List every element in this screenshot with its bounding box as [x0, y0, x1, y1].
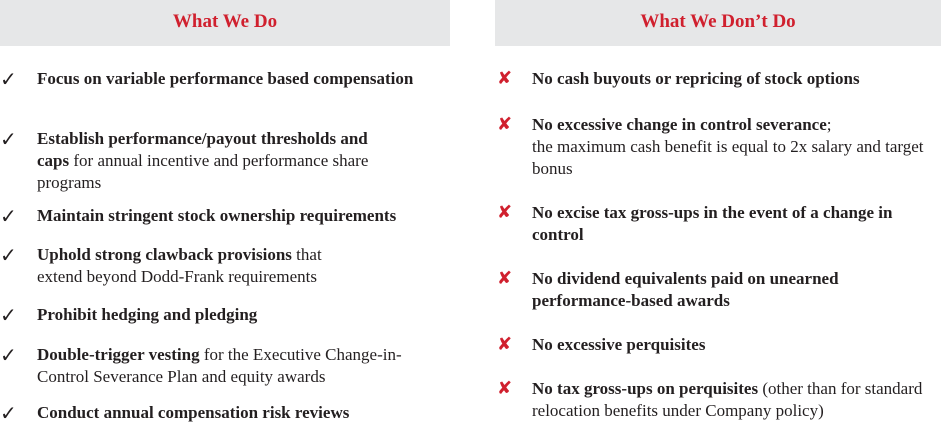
- x-mark-icon: ✘: [497, 202, 513, 223]
- checkmark-icon: ✓: [0, 303, 17, 327]
- checkmark-icon: ✓: [0, 401, 17, 425]
- x-mark-icon: ✘: [497, 68, 513, 89]
- what-we-do-header: What We Do: [0, 0, 450, 46]
- checkmark-icon: ✓: [0, 343, 17, 367]
- checkmark-icon: ✓: [0, 204, 17, 228]
- what-we-do-column: What We Do ✓ Focus on variable performance based compensation ✓ Establish performance/payout thresholds and caps for annual incentive and performance share programs ✓ Maintain stringent stock ownership requirements ✓ Uphold strong clawback provisions that extend beyond Dodd-Frank requirements ✓ Prohibit hedging and pledging ✓ Double-trigger vesting for the Executive Change-in-Control Severance Plan and equity awards ✓ Conduct annual compensation risk reviews: [0, 0, 450, 46]
- checkmark-icon: ✓: [0, 243, 17, 267]
- checkmark-icon: ✓: [0, 127, 17, 151]
- what-we-dont-do-column: What We Don’t Do ✘ No cash buyouts or repricing of stock options ✘ No excessive change in control severance; the maximum cash benefit is equal to 2x salary and target bonus ✘ No excise tax gross-ups in the event of a change in control ✘ No dividend equivalents paid on unearned performance-based awards ✘ No excessive perquisites ✘ No tax gross-ups on perquisites (other than for standard relocation benefits under Company policy): [495, 0, 941, 46]
- what-we-dont-do-header: What We Don’t Do: [495, 0, 941, 46]
- x-mark-icon: ✘: [497, 334, 513, 355]
- x-mark-icon: ✘: [497, 114, 513, 135]
- x-mark-icon: ✘: [497, 378, 513, 399]
- checkmark-icon: ✓: [0, 67, 17, 91]
- x-mark-icon: ✘: [497, 268, 513, 289]
